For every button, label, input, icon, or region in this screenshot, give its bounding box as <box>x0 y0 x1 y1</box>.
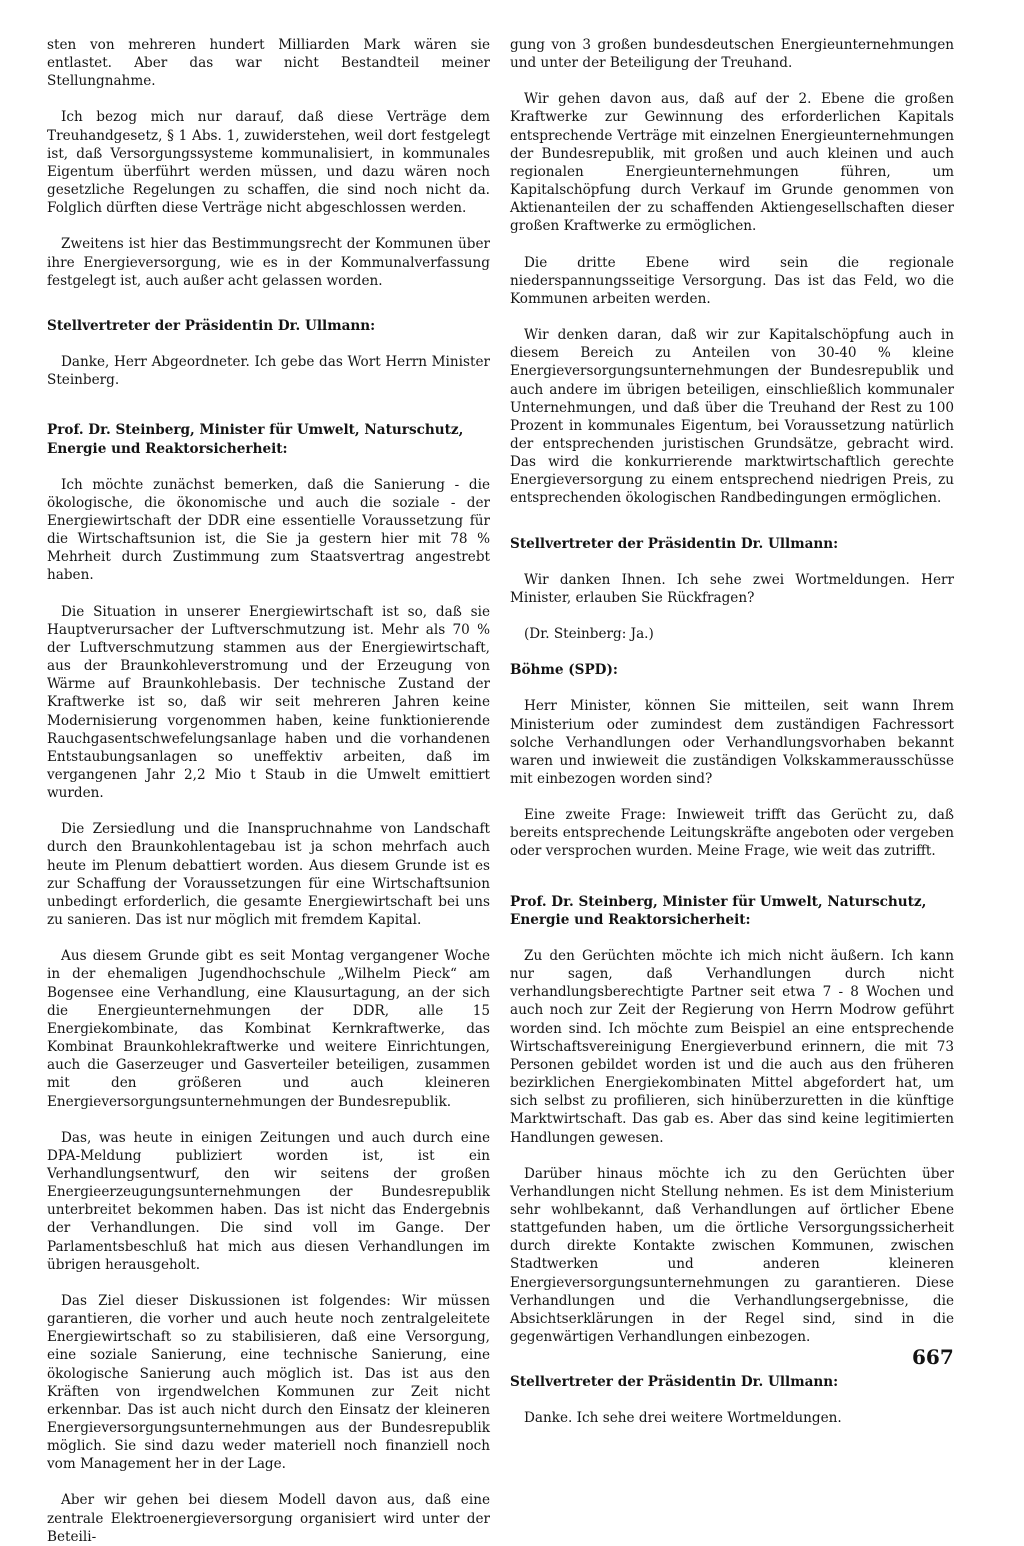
paragraph: Die Zersiedlung und die Inanspruchnahme von Landschaft durch den Braunkohlentagebau ist ja schon mehrfach auch heute im Plenum debattiert worden. Aus diesem Grunde ist es zur Schaffung der Voraussetzungen für eine Wirtschaftsunion unbedingt erforderlich, die gesamte Energiewirtschaft bei uns zu sanieren. Das ist nur möglich mit fremdem Kapital. <box>47 821 490 929</box>
speaker-heading: Böhme (SPD): <box>510 662 618 679</box>
paragraph: Zu den Gerüchten möchte ich mich nicht äußern. Ich kann nur sagen, daß Verhandlungen durch nicht verhandlungsberechtigte Partner seit etwa 7 - 8 Wochen und auch noch zur Zeit der Regierung von Herrn Modrow geführt worden sind. Ich möchte zum Beispiel an eine entsprechende Wirtschaftsvereinigung Energieverbund erinnern, die mit 73 Personen gebildet worden ist und die auch aus den früheren bezirklichen Energiekombinaten Mittel abgefordert hat, um sich selbst zu profilieren, sich hinüberzuretten in die künftige Marktwirtschaft. Das gab es. Aber das sind keine legitimierten Handlungen gewesen. <box>510 947 954 1146</box>
paragraph: Ich möchte zunächst bemerken, daß die Sanierung - die ökologische, die ökonomische und auch die soziale - der Energiewirtschaft der DDR eine essentielle Voraussetzung für die Wirtschaftsunion ist, die Sie ja gestern hier mit 78 % Mehrheit durch Zustimmung zum Staatsvertrag angestrebt haben. <box>47 476 490 584</box>
speaker-heading: Stellvertreter der Präsidentin Dr. Ullmann: <box>47 317 376 334</box>
paragraph: Die Situation in unserer Energiewirtschaft ist so, daß sie Hauptverursacher der Luftverschmutzung ist. Mehr als 70 % der Luftverschmutzung stammen aus der Energiewirtschaft, aus der Braunkohleverstromung und der Erzeugung von Wärme auf Braunkohlebasis. Der technische Zustand der Kraftwerke ist so, daß wir seit mehreren Jahren keine Modernisierung vorgenommen haben, keine funktionierende Rauchgasentschwefelungsanlage haben und die vorhandenen Entstaubungsanlagen so uneffektiv arbeiten, daß im vergangenen Jahr 2,2 Mio t Staub in die Umwelt emittiert wurden. <box>47 603 490 802</box>
paragraph: Herr Minister, können Sie mitteilen, seit wann Ihrem Ministerium oder zumindest dem zuständigen Fachressort solche Verhandlungen oder Verhandlungsvorhaben bekannt waren und inwieweit die zuständigen Volkskammerausschüsse mit einbezogen worden sind? <box>510 698 954 787</box>
paragraph: Das Ziel dieser Diskussionen ist folgendes: Wir müssen garantieren, die vorher und auch heute noch zentralgeleitete Energiewirtschaft so zu stabilisieren, daß eine Versorgung, eine soziale Sanierung, eine technische Sanierung, eine ökologische Sanierung auch möglich ist. Das ist aus den Kräften von irgendwelchen Kommunen zur Zeit nicht erkennbar. Das ist auch nicht durch den Einsatz der kleineren Energieversorgungsunternehmungen aus der Bundesrepublik möglich. Sie sind dazu weder materiell noch finanziell noch vom Management her in der Lage. <box>47 1292 490 1473</box>
paragraph: Aus diesem Grunde gibt es seit Montag vergangener Woche in der ehemaligen Jugendhochschule „Wilhelm Pieck“ am Bogensee eine Verhandlung, eine Klausurtagung, an der sich die Energieunternehmungen der DDR, alle 15 Energiekombinate, das Kombinat Kernkraftwerke, das Kombinat Braunkohlekraftwerke und weitere Einrichtungen, auch die Gaserzeuger und Gasverteiler beteiligen, zusammen mit den größeren und auch kleineren Energieversorgungsunternehmungen der Bundesrepublik. <box>47 948 490 1110</box>
paragraph: Wir denken daran, daß wir zur Kapitalschöpfung auch in diesem Bereich zu Anteilen von 30-40 % kleine Energieversorgungsunternehmungen der Bundesrepublik und auch andere im übrigen beteiligen, einschließlich kommunaler Unternehmungen, und daß über die Treuhand der Rest zu 100 Prozent in kommunales Eigentum, bei Voraussetzung natürlich der entsprechenden juristischen Grundsätze, gebracht wird. Das wird die konkurrierende marktwirtschaftlich gerechte Energieversorgung zu einem entsprechend niedrigen Preis, zu entsprechenden ökologischen Randbedingungen ermöglichen. <box>510 327 954 507</box>
paragraph: gung von 3 großen bundesdeutschen Energieunternehmungen und unter der Beteiligung der Treuhand. <box>510 37 954 72</box>
paragraph: Die dritte Ebene wird sein die regionale niederspannungsseitige Versorgung. Das ist das Feld, wo die Kommunen arbeiten werden. <box>510 254 954 307</box>
speaker-heading: Prof. Dr. Steinberg, Minister für Umwelt, Naturschutz, Energie und Reaktorsicherheit: <box>47 422 464 457</box>
paragraph: Aber wir gehen bei diesem Modell davon aus, daß eine zentrale Elektroenergieversorgung organisiert wird unter der Beteili- <box>47 1492 490 1545</box>
speaker-heading: Prof. Dr. Steinberg, Minister für Umwelt, Naturschutz, Energie und Reaktorsicherheit: <box>510 893 927 928</box>
right-column <box>510 36 954 1428</box>
paragraph: Wir danken Ihnen. Ich sehe zwei Wortmeldungen. Herr Minister, erlauben Sie Rückfragen? <box>510 571 954 606</box>
paragraph: Danke, Herr Abgeordneter. Ich gebe das Wort Herrn Minister Steinberg. <box>47 354 490 389</box>
paragraph: Eine zweite Frage: Inwieweit trifft das Gerücht zu, daß bereits entsprechende Leitungskräfte angeboten oder vergeben oder versprochen wurden. Meine Frage, wie weit das zutrifft. <box>510 807 954 860</box>
speaker-heading: Stellvertreter der Präsidentin Dr. Ullmann: <box>510 535 839 552</box>
page-number: 667 <box>912 1345 954 1369</box>
paragraph: Das, was heute in einigen Zeitungen und auch durch eine DPA-Meldung publiziert worden ist, ist ein Verhandlungsentwurf, den wir seitens der großen Energieerzeugungsunternehmungen der Bundesrepublik unterbreitet bekommen haben. Das ist nicht das Endergebnis der Verhandlungen. Die sind voll im Gange. Der Parlamentsbeschluß hat mich aus diesen Verhandlungen im übrigen herausgeholt. <box>47 1129 490 1273</box>
paragraph: sten von mehreren hundert Milliarden Mark wären sie entlastet. Aber das war nicht Bestandteil meiner Stellungnahme. <box>47 37 490 90</box>
paragraph: Darüber hinaus möchte ich zu den Gerüchten über Verhandlungen nicht Stellung nehmen. Es ist dem Ministerium sehr wohlbekannt, daß Verhandlungen auf örtlicher Ebene stattgefunden haben, um die örtliche Versorgungssicherheit durch direkte Kontakte zwischen Kommunen, zwischen Stadtwerken und anderen kleineren Energieversorgungsunternehmungen zu garantieren. Diese Verhandlungen und die Verhandlungsergebnisse, die Absichtserklärungen in der Regel sind, sind in die gegenwärtigen Verhandlungen einbezogen. <box>510 1165 954 1346</box>
speaker-heading: Stellvertreter der Präsidentin Dr. Ullmann: <box>510 1374 839 1391</box>
paragraph: Ich bezog mich nur darauf, daß diese Verträge dem Treuhandgesetz, § 1 Abs. 1, zuwiderstehen, weil dort festgelegt ist, daß Versorgungssysteme kommunalisiert, in kommunales Eigentum überführt werden müssen, und dazu wären noch gesetzliche Regelungen zu schaffen, die sind noch nicht da. Folglich dürften diese Verträge nicht abgeschlossen werden. <box>47 109 490 217</box>
paragraph: Zweitens ist hier das Bestimmungsrecht der Kommunen über ihre Energieversorgung, wie es in der Kommunalverfassung festgelegt ist, auch außer acht gelassen worden. <box>47 236 490 289</box>
interjection: (Dr. Steinberg: Ja.) <box>524 626 654 643</box>
paragraph: Wir gehen davon aus, daß auf der 2. Ebene die großen Kraftwerke zur Gewinnung des erforderlichen Kapitals entsprechende Verträge mit einzelnen Energieunternehmungen der Bundesrepublik, mit großen und auch kleinen und auch regionalen Energieunternehmungen führen, um Kapitalschöpfung durch Verkauf im Grunde genommen von Aktienanteilen der zu schaffenden Aktiengesellschaften dieser großen Kraftwerke zu ermöglichen. <box>510 91 954 235</box>
paragraph: Danke. Ich sehe drei weitere Wortmeldungen. <box>524 1410 842 1427</box>
left-column <box>47 36 490 1546</box>
